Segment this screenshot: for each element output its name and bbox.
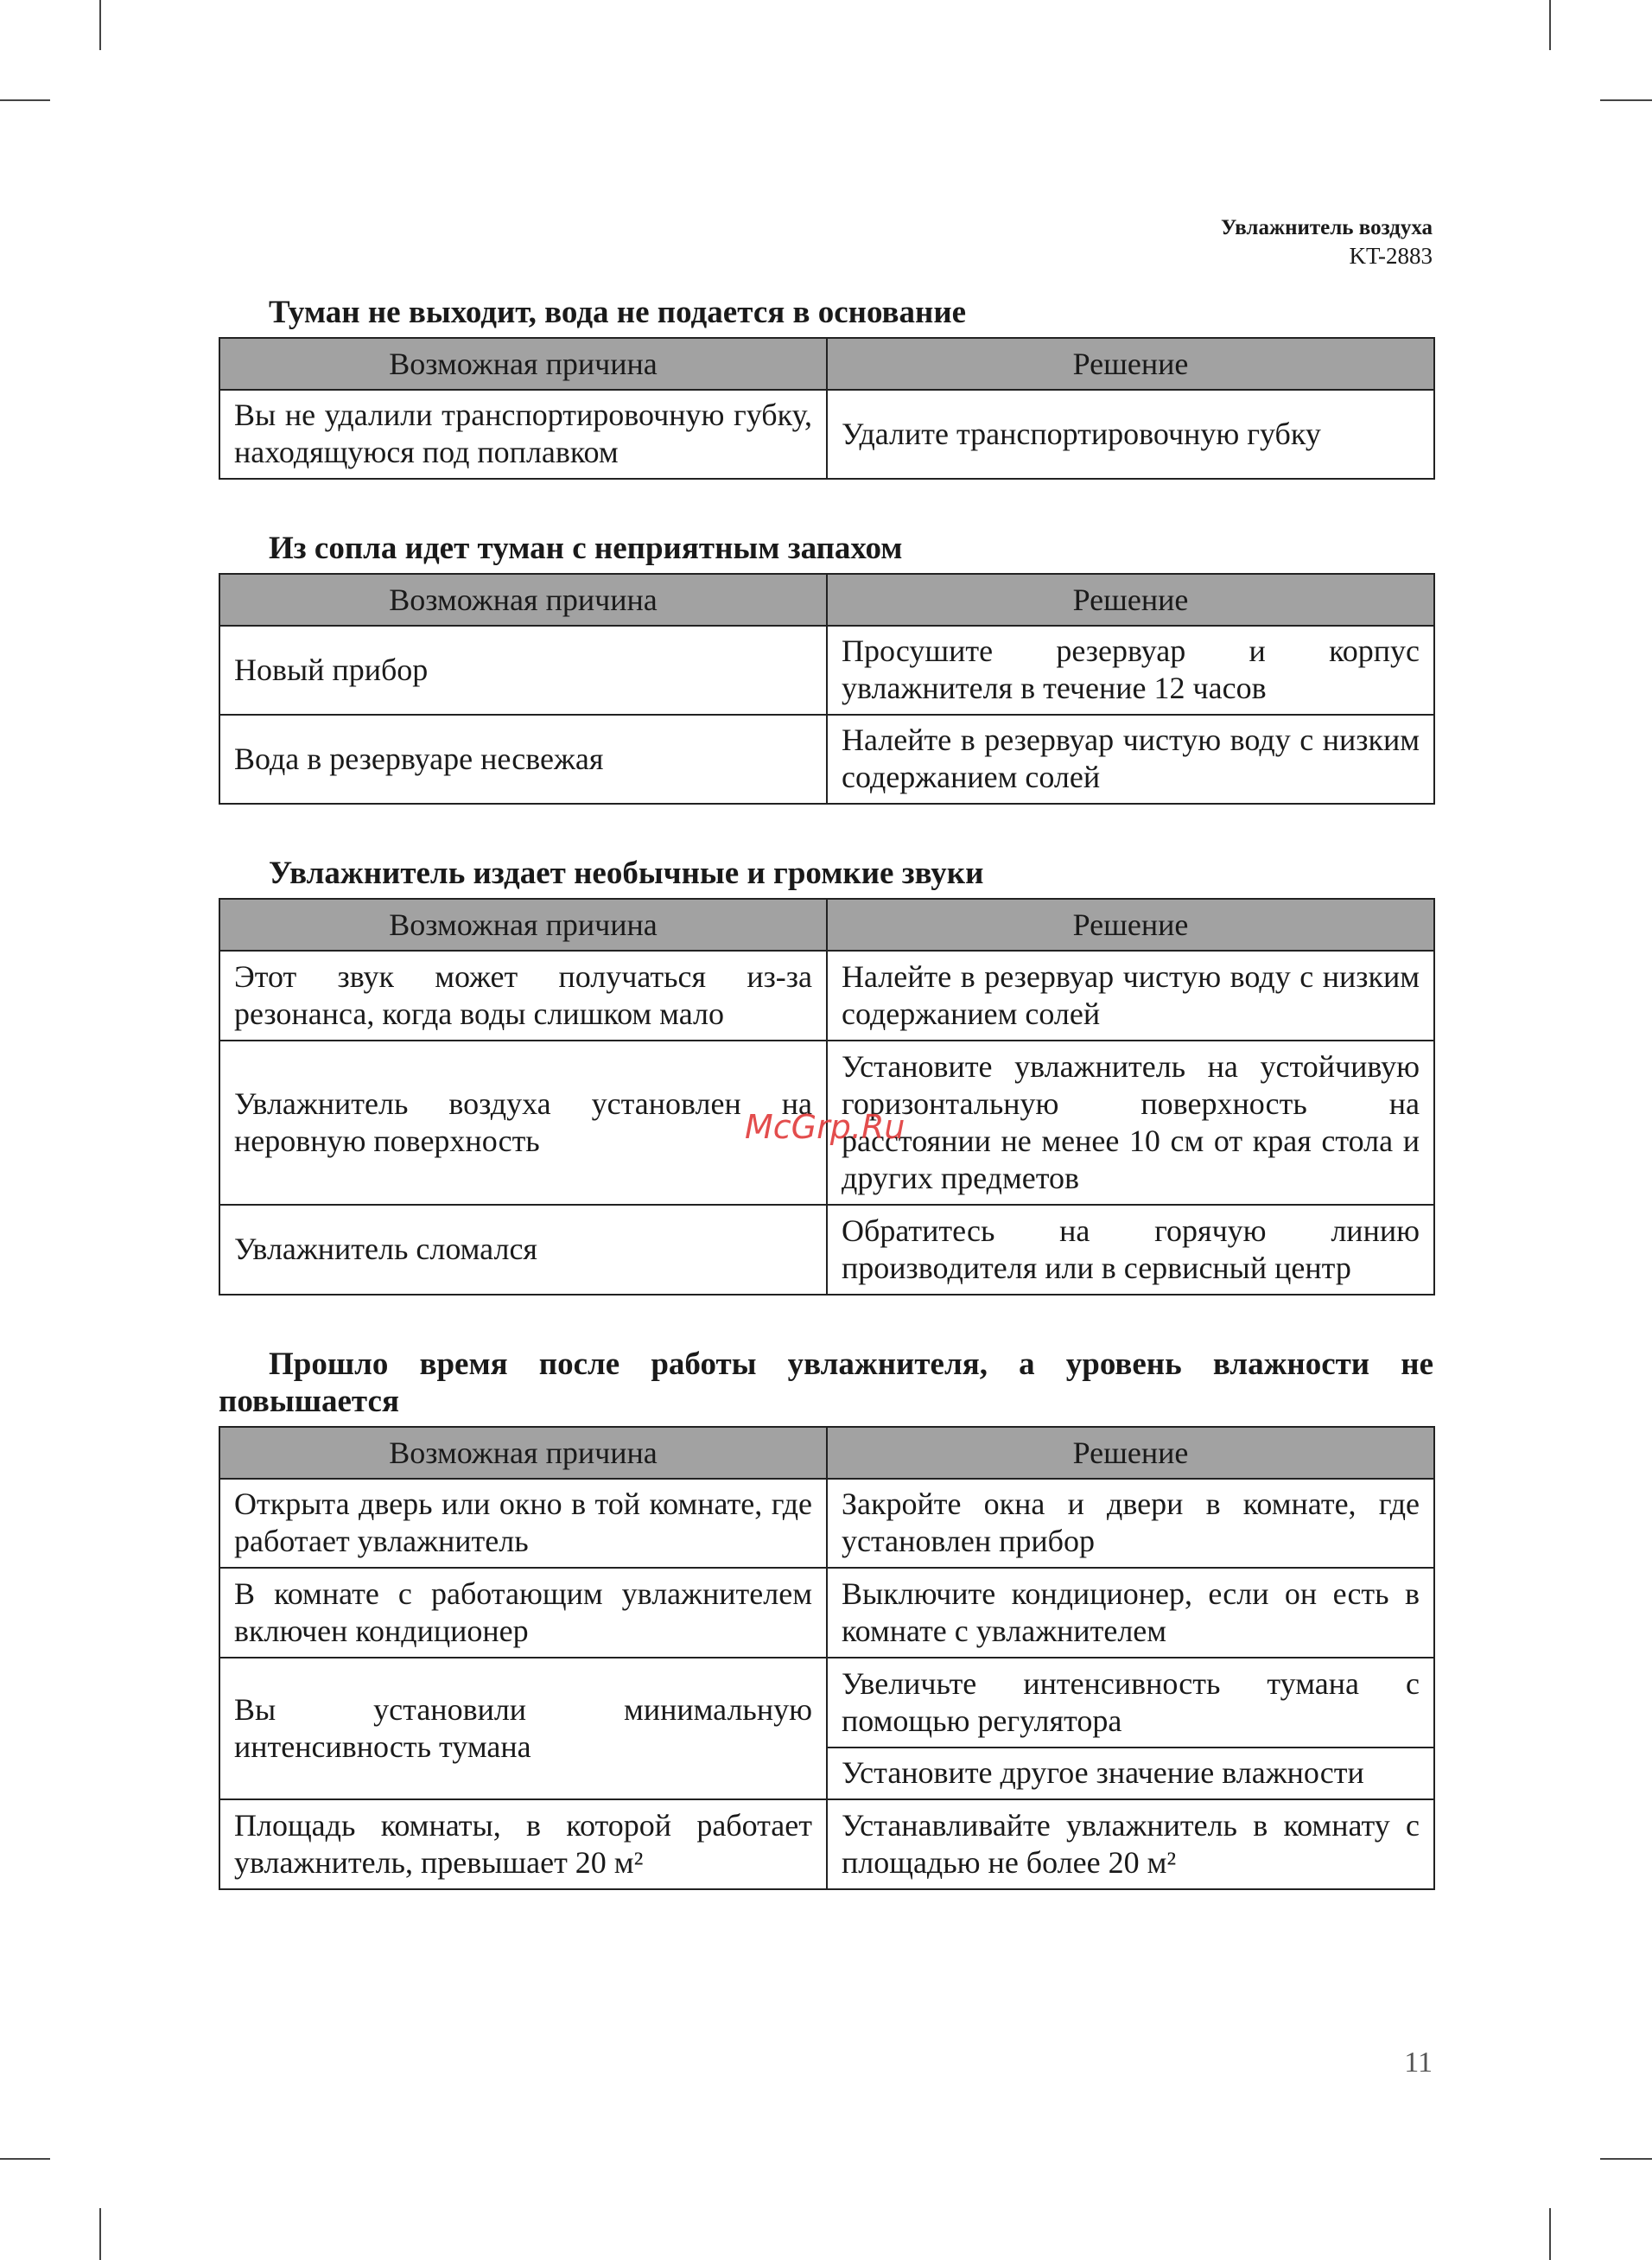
cause-cell: Вода в резервуаре несвежая (219, 715, 827, 804)
solution-cell: Удалите транспортировочную губку (827, 390, 1434, 479)
column-header-cause: Возможная причина (219, 1427, 827, 1479)
solution-cell: Закройте окна и двери в комнате, где установлен прибор (827, 1479, 1434, 1568)
column-header-cause: Возможная причина (219, 574, 827, 626)
cause-cell: Вы установили минимальную интенсивность тумана (219, 1658, 827, 1799)
column-header-cause: Возможная причина (219, 338, 827, 390)
section-humidity-not-rising (219, 1346, 1433, 1890)
crop-mark (99, 0, 101, 50)
column-header-cause: Возможная причина (219, 899, 827, 951)
solution-cell: Установите увлажнитель на устойчивую горизонтальную поверхность на расстоянии не менее 10 см от края стола и других предметов (827, 1041, 1434, 1205)
table-row (219, 951, 1434, 1041)
crop-mark (1549, 2208, 1551, 2260)
cause-cell: Новый прибор (219, 626, 827, 715)
crop-mark (1600, 99, 1652, 101)
table-row (219, 1479, 1434, 1568)
solution-cell: Установите другое значение влажности (827, 1748, 1434, 1799)
solution-cell: Налейте в резервуар чистую воду с низким содержанием солей (827, 951, 1434, 1041)
crop-mark (1549, 0, 1551, 50)
table-row (219, 1799, 1434, 1889)
table-row (219, 1658, 1434, 1748)
table-row (219, 715, 1434, 804)
page-number: 11 (1404, 2047, 1433, 2079)
cause-cell: Этот звук может получаться из-за резонанса, когда воды слишком мало (219, 951, 827, 1041)
troubleshooting-table (219, 573, 1435, 805)
table-header-row (219, 574, 1434, 626)
troubleshooting-table (219, 1426, 1435, 1890)
solution-cell: Устанавливайте увлажнитель в комнату с площадью не более 20 м² (827, 1799, 1434, 1889)
solution-cell: Выключите кондиционер, если он есть в комнате с увлажнителем (827, 1568, 1434, 1658)
table-row (219, 1568, 1434, 1658)
section-loud-noise (219, 855, 1433, 1296)
troubleshooting-table (219, 337, 1435, 480)
cause-cell: Увлажнитель воздуха установлен на неровную поверхность (219, 1041, 827, 1205)
solution-cell: Увеличьте интенсивность тумана с помощью регулятора (827, 1658, 1434, 1748)
troubleshooting-table (219, 898, 1435, 1296)
cause-cell: В комнате с работающим увлажнителем включен кондиционер (219, 1568, 827, 1658)
section-no-mist (219, 294, 1433, 480)
table-row (219, 390, 1434, 479)
solution-cell: Просушите резервуар и корпус увлажнителя в течение 12 часов (827, 626, 1434, 715)
cause-cell: Вы не удалили транспортировочную губку, находящуюся под поплавком (219, 390, 827, 479)
column-header-solution: Решение (827, 574, 1434, 626)
table-header-row (219, 899, 1434, 951)
crop-mark (1600, 2158, 1652, 2160)
section-title: Туман не выходит, вода не подается в основание (269, 295, 967, 330)
table-header-row (219, 1427, 1434, 1479)
running-header (1221, 214, 1433, 270)
section-bad-smell (219, 530, 1433, 805)
crop-mark (0, 99, 50, 101)
cause-cell: Увлажнитель сломался (219, 1205, 827, 1295)
crop-mark (99, 2208, 101, 2260)
header-model: KT-2883 (1349, 243, 1433, 269)
column-header-solution: Решение (827, 1427, 1434, 1479)
crop-mark (0, 2158, 50, 2160)
column-header-solution: Решение (827, 899, 1434, 951)
cause-cell: Открыта дверь или окно в той комнате, где работает увлажнитель (219, 1479, 827, 1568)
solution-cell: Налейте в резервуар чистую воду с низким содержанием солей (827, 715, 1434, 804)
section-title: Прошло время после работы увлажнителя, а уровень влажности не повышается (219, 1346, 1433, 1419)
header-title: Увлажнитель воздуха (1220, 216, 1433, 239)
section-title: Из сопла идет туман с неприятным запахом (269, 531, 903, 566)
column-header-solution: Решение (827, 338, 1434, 390)
solution-cell: Обратитесь на горячую линию производителя или в сервисный центр (827, 1205, 1434, 1295)
section-title: Увлажнитель издает необычные и громкие звуки (269, 856, 984, 891)
table-row (219, 626, 1434, 715)
table-row (219, 1205, 1434, 1295)
table-header-row (219, 338, 1434, 390)
cause-cell: Площадь комнаты, в которой работает увлажнитель, превышает 20 м² (219, 1799, 827, 1889)
watermark: McGrp.Ru (745, 1108, 905, 1146)
